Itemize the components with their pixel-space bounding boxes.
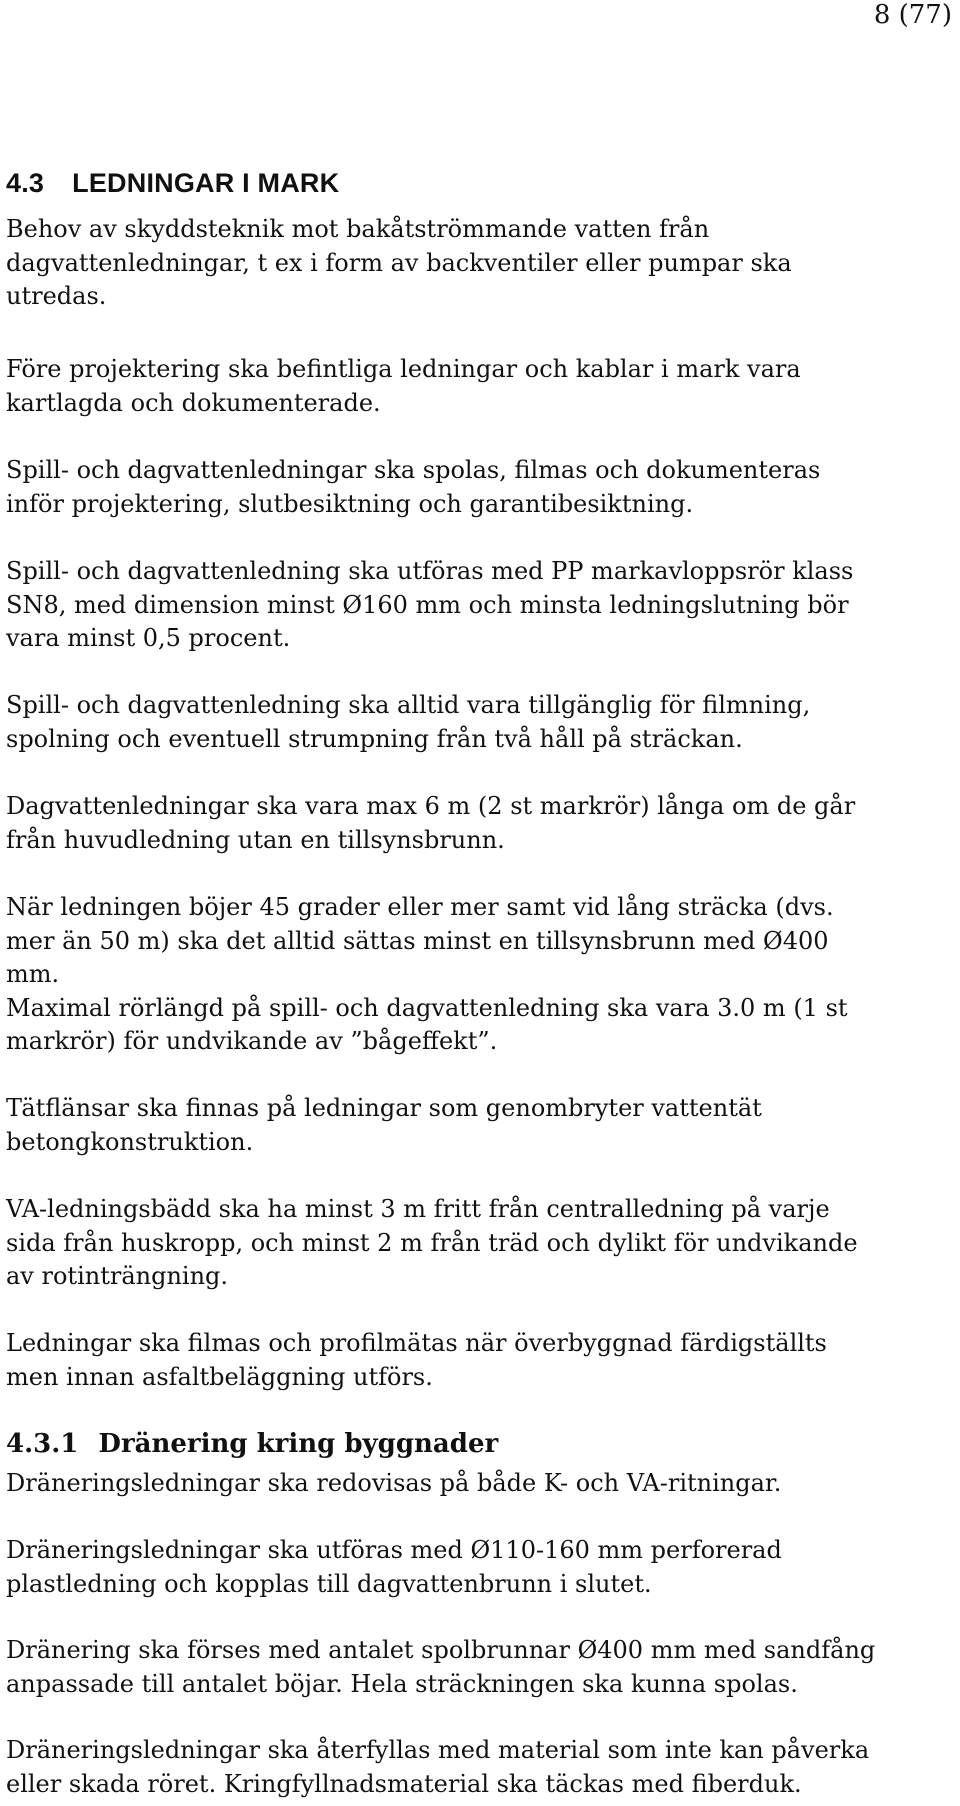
subsection-title: Dränering kring byggnader	[98, 1429, 499, 1459]
paragraph: Spill- och dagvattenledning ska utföras med PP markavloppsrör klass SN8, med dimension minst Ø160 mm och minsta ledningslutning bör vara minst 0,5 procent.	[6, 557, 854, 652]
section-number: 4.3	[6, 168, 45, 198]
paragraph: Ledningar ska filmas och profilmätas när överbyggnad färdigställts men innan asfaltbeläggning utförs.	[6, 1329, 827, 1391]
section-title: LEDNINGAR I MARK	[72, 168, 340, 198]
paragraph: Dräneringsledningar ska återfyllas med material som inte kan påverka eller skada röret. Kringfyllnadsmaterial ska täckas med fiberduk.	[6, 1736, 870, 1798]
paragraph: Spill- och dagvattenledningar ska spolas, filmas och dokumenteras inför projektering, slutbesiktning och garantibesiktning.	[6, 456, 821, 518]
subsection-heading	[6, 1429, 498, 1459]
paragraph: Spill- och dagvattenledning ska alltid vara tillgänglig för filmning, spolning och eventuell strumpning från två håll på sträckan.	[6, 691, 811, 753]
paragraph: Före projektering ska befintliga ledningar och kablar i mark vara kartlagda och dokumenterade.	[6, 355, 801, 417]
subsection-number: 4.3.1	[6, 1429, 79, 1459]
section-heading	[6, 168, 339, 199]
paragraph: Behov av skyddsteknik mot bakåtströmmande vatten från dagvattenledningar, t ex i form av backventiler eller pumpar ska utredas.	[6, 215, 792, 310]
paragraph: Dräneringsledningar ska redovisas på både K- och VA-ritningar.	[6, 1469, 782, 1497]
paragraph: Dränering ska förses med antalet spolbrunnar Ø400 mm med sandfång anpassade till antalet böjar. Hela sträckningen ska kunna spolas.	[6, 1636, 876, 1698]
paragraph: Dräneringsledningar ska utföras med Ø110-160 mm perforerad plastledning och kopplas till dagvattenbrunn i slutet.	[6, 1536, 782, 1598]
page-number: 8 (77)	[873, 0, 952, 30]
paragraph: Tätflänsar ska finnas på ledningar som genombryter vattentät betongkonstruktion.	[6, 1094, 762, 1156]
paragraph: När ledningen böjer 45 grader eller mer samt vid lång sträcka (dvs. mer än 50 m) ska det alltid sättas minst en tillsynsbrunn med Ø400 mm. Maximal rörlängd på spill- och dagvattenledning ska vara 3.0 m (1 st markrör) för undvikande av ”bågeffekt”.	[6, 893, 848, 1055]
paragraph: VA-ledningsbädd ska ha minst 3 m fritt från centralledning på varje sida från huskropp, och minst 2 m från träd och dylikt för undvikande av rotinträngning.	[6, 1195, 858, 1290]
paragraph: Dagvattenledningar ska vara max 6 m (2 st markrör) långa om de går från huvudledning utan en tillsynsbrunn.	[6, 792, 856, 854]
